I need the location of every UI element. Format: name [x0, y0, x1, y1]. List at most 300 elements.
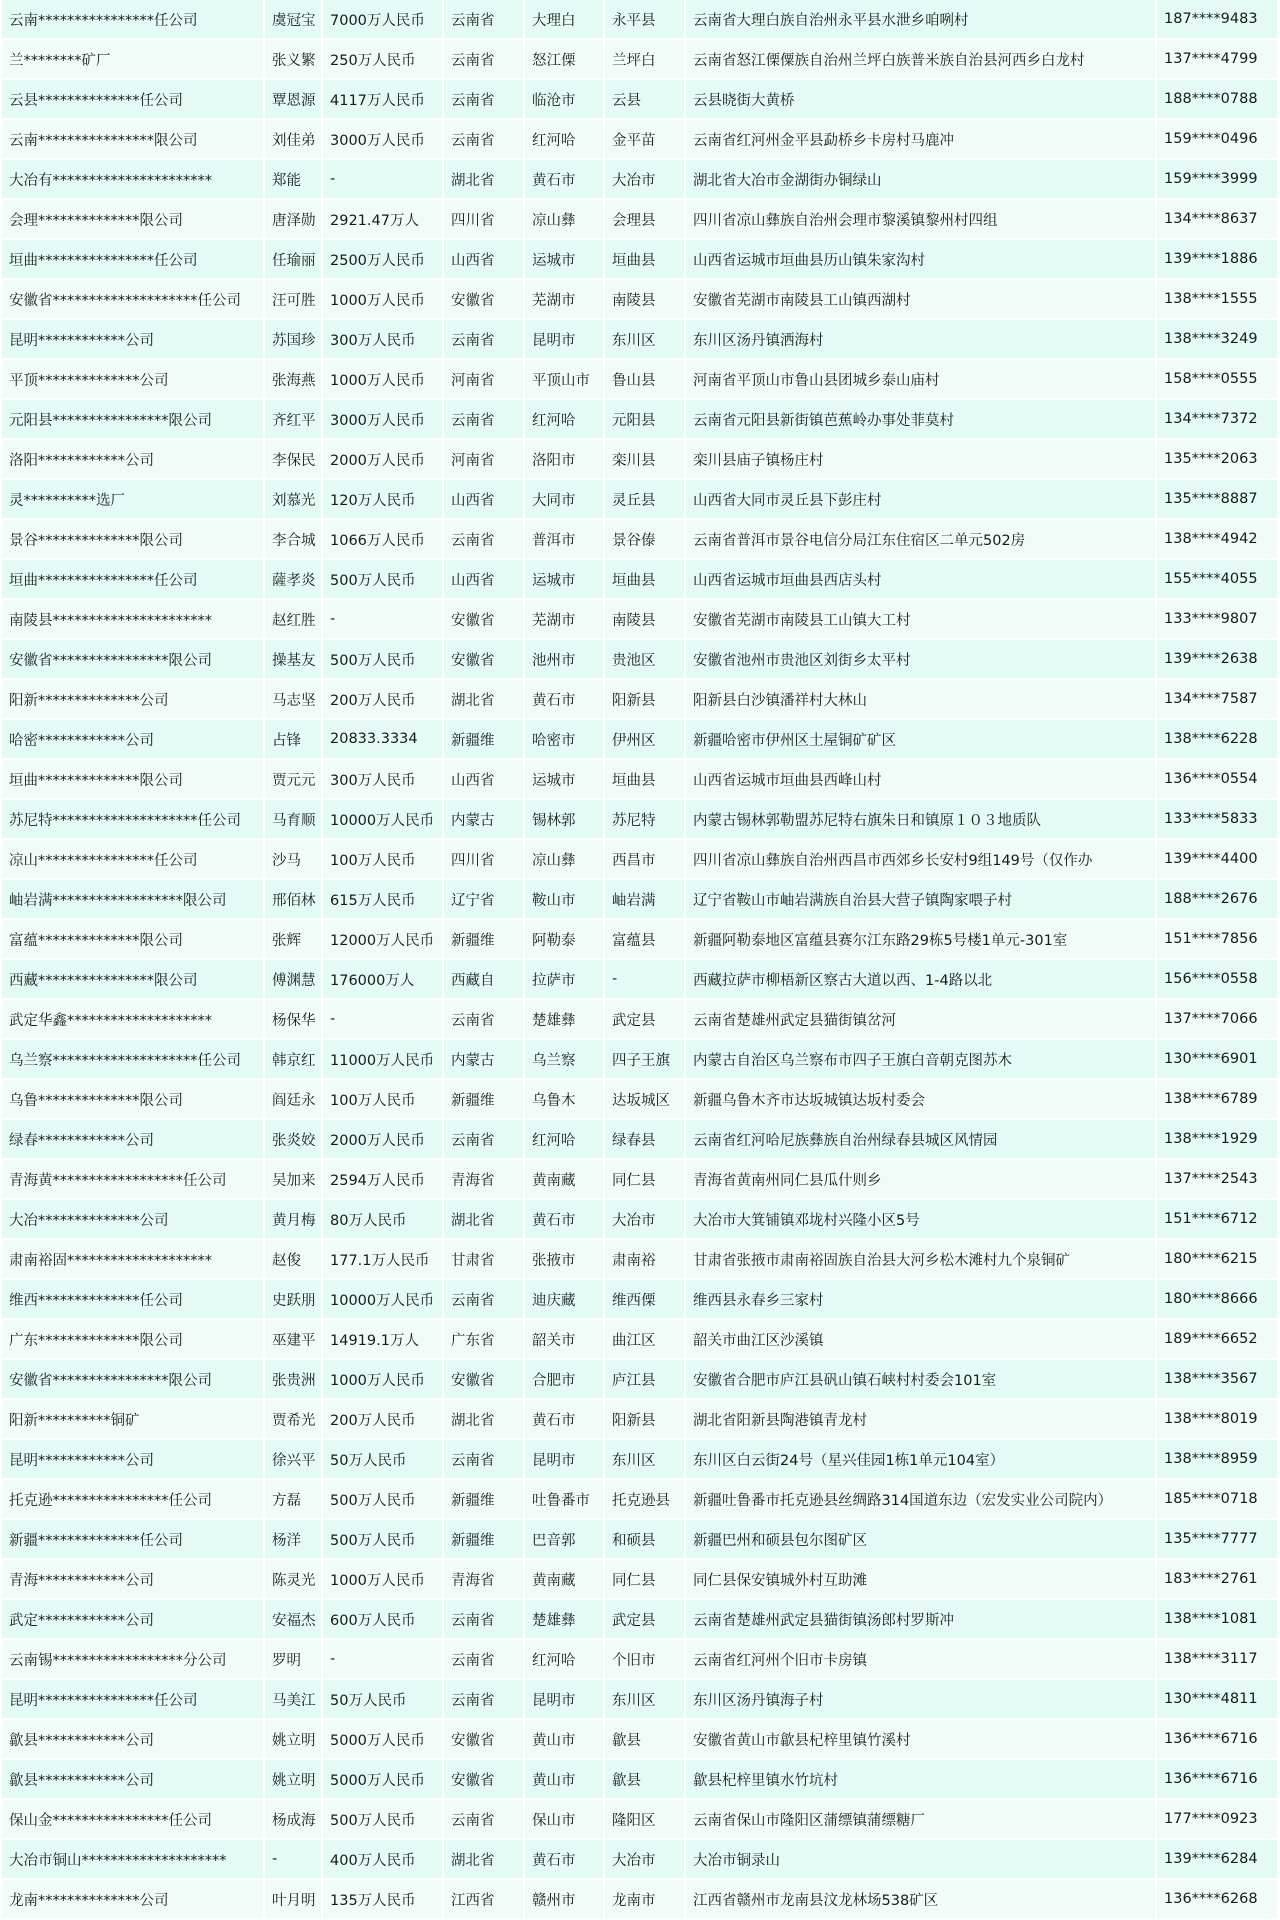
phone-cell: 130****4811: [1156, 1679, 1278, 1719]
phone-cell: 133****9807: [1156, 599, 1278, 639]
registered-capital-cell: 135万人民币: [322, 1879, 443, 1919]
registered-capital-cell: 1066万人民币: [322, 519, 443, 559]
legal-person-cell: 张贵洲: [264, 1359, 322, 1399]
city-cell: 怒江傈: [524, 39, 604, 79]
phone-cell: 151****7856: [1156, 919, 1278, 959]
company-name-cell: 苏尼特********************任公司: [2, 799, 264, 839]
table-row: [2, 439, 1278, 479]
city-cell: 赣州市: [524, 1879, 604, 1919]
table-row: [2, 1759, 1278, 1799]
table-row: [2, 999, 1278, 1039]
legal-person-cell: 占锋: [264, 719, 322, 759]
table-row: [2, 1439, 1278, 1479]
legal-person-cell: 陈灵光: [264, 1559, 322, 1599]
legal-person-cell: 邢佰林: [264, 879, 322, 919]
county-cell: 永平县: [604, 0, 685, 39]
address-cell: 栾川县庙子镇杨庄村: [685, 439, 1156, 479]
county-cell: -: [604, 959, 685, 999]
legal-person-cell: 姚立明: [264, 1759, 322, 1799]
address-cell: 新疆乌鲁木齐市达坂城镇达坂村委会: [685, 1079, 1156, 1119]
registered-capital-cell: 1000万人民币: [322, 1559, 443, 1599]
province-cell: 云南省: [443, 0, 524, 39]
address-cell: 维西县永春乡三家村: [685, 1279, 1156, 1319]
province-cell: 云南省: [443, 1639, 524, 1679]
phone-cell: 136****6716: [1156, 1719, 1278, 1759]
province-cell: 湖北省: [443, 1399, 524, 1439]
province-cell: 山西省: [443, 559, 524, 599]
city-cell: 芜湖市: [524, 599, 604, 639]
registered-capital-cell: 177.1万人民币: [322, 1239, 443, 1279]
county-cell: 苏尼特: [604, 799, 685, 839]
table-row: [2, 1319, 1278, 1359]
table-body: [2, 0, 1278, 1919]
phone-cell: 185****0718: [1156, 1479, 1278, 1519]
address-cell: 安徽省黄山市歙县杞梓里镇竹溪村: [685, 1719, 1156, 1759]
phone-cell: 137****2543: [1156, 1159, 1278, 1199]
county-cell: 龙南市: [604, 1879, 685, 1919]
county-cell: 歙县: [604, 1759, 685, 1799]
city-cell: 大同市: [524, 479, 604, 519]
company-name-cell: 灵**********选厂: [2, 479, 264, 519]
phone-cell: 130****6901: [1156, 1039, 1278, 1079]
legal-person-cell: 罗明: [264, 1639, 322, 1679]
city-cell: 池州市: [524, 639, 604, 679]
city-cell: 吐鲁番市: [524, 1479, 604, 1519]
county-cell: 武定县: [604, 999, 685, 1039]
registered-capital-cell: 200万人民币: [322, 679, 443, 719]
company-name-cell: 垣曲****************任公司: [2, 239, 264, 279]
county-cell: 贵池区: [604, 639, 685, 679]
address-cell: 云南省元阳县新街镇芭蕉岭办事处菲莫村: [685, 399, 1156, 439]
phone-cell: 138****3567: [1156, 1359, 1278, 1399]
county-cell: 会理县: [604, 199, 685, 239]
registered-capital-cell: 5000万人民币: [322, 1719, 443, 1759]
registered-capital-cell: 100万人民币: [322, 839, 443, 879]
province-cell: 云南省: [443, 1679, 524, 1719]
province-cell: 四川省: [443, 199, 524, 239]
table-row: [2, 1599, 1278, 1639]
company-name-cell: 保山金****************任公司: [2, 1799, 264, 1839]
phone-cell: 183****2761: [1156, 1559, 1278, 1599]
legal-person-cell: 张海燕: [264, 359, 322, 399]
table-row: [2, 159, 1278, 199]
address-cell: 东川区汤丹镇海子村: [685, 1679, 1156, 1719]
company-name-cell: 哈密************公司: [2, 719, 264, 759]
phone-cell: 138****8019: [1156, 1399, 1278, 1439]
city-cell: 黄石市: [524, 1839, 604, 1879]
registered-capital-cell: 2594万人民币: [322, 1159, 443, 1199]
address-cell: 云南省怒江傈僳族自治州兰坪白族普米族自治县河西乡白龙村: [685, 39, 1156, 79]
phone-cell: 134****8637: [1156, 199, 1278, 239]
legal-person-cell: 张义繁: [264, 39, 322, 79]
legal-person-cell: 杨保华: [264, 999, 322, 1039]
company-name-cell: 洛阳************公司: [2, 439, 264, 479]
company-name-cell: 云南锡******************分公司: [2, 1639, 264, 1679]
registered-capital-cell: 300万人民币: [322, 759, 443, 799]
registered-capital-cell: -: [322, 1639, 443, 1679]
phone-cell: 177****0923: [1156, 1799, 1278, 1839]
legal-person-cell: 史跃朋: [264, 1279, 322, 1319]
registered-capital-cell: 500万人民币: [322, 1799, 443, 1839]
registered-capital-cell: 1000万人民币: [322, 1359, 443, 1399]
registered-capital-cell: 176000万人: [322, 959, 443, 999]
city-cell: 洛阳市: [524, 439, 604, 479]
city-cell: 昆明市: [524, 1439, 604, 1479]
legal-person-cell: 徐兴平: [264, 1439, 322, 1479]
province-cell: 新疆维: [443, 1519, 524, 1559]
city-cell: 张掖市: [524, 1239, 604, 1279]
table-row: [2, 879, 1278, 919]
phone-cell: 159****0496: [1156, 119, 1278, 159]
company-name-cell: 阳新**********铜矿: [2, 1399, 264, 1439]
city-cell: 临沧市: [524, 79, 604, 119]
address-cell: 歙县杞梓里镇水竹坑村: [685, 1759, 1156, 1799]
province-cell: 西藏自: [443, 959, 524, 999]
province-cell: 云南省: [443, 79, 524, 119]
table-row: [2, 279, 1278, 319]
address-cell: 云县晓街大黄桥: [685, 79, 1156, 119]
company-name-cell: 富蕴**************限公司: [2, 919, 264, 959]
city-cell: 拉萨市: [524, 959, 604, 999]
city-cell: 黄山市: [524, 1719, 604, 1759]
province-cell: 辽宁省: [443, 879, 524, 919]
legal-person-cell: 汪可胜: [264, 279, 322, 319]
registered-capital-cell: 500万人民币: [322, 1519, 443, 1559]
province-cell: 新疆维: [443, 1079, 524, 1119]
registered-capital-cell: 500万人民币: [322, 639, 443, 679]
address-cell: 安徽省芜湖市南陵县工山镇大工村: [685, 599, 1156, 639]
address-cell: 四川省凉山彝族自治州西昌市西郊乡长安村9组149号（仅作办: [685, 839, 1156, 879]
city-cell: 运城市: [524, 759, 604, 799]
address-cell: 安徽省池州市贵池区刘街乡太平村: [685, 639, 1156, 679]
phone-cell: 137****4799: [1156, 39, 1278, 79]
legal-person-cell: 叶月明: [264, 1879, 322, 1919]
address-cell: 新疆吐鲁番市托克逊县丝绸路314国道东边（宏发实业公司院内）: [685, 1479, 1156, 1519]
legal-person-cell: 覃恩源: [264, 79, 322, 119]
legal-person-cell: 薩孝炎: [264, 559, 322, 599]
legal-person-cell: 操基友: [264, 639, 322, 679]
city-cell: 昆明市: [524, 1679, 604, 1719]
city-cell: 乌兰察: [524, 1039, 604, 1079]
county-cell: 维西傈: [604, 1279, 685, 1319]
province-cell: 内蒙古: [443, 1039, 524, 1079]
company-name-cell: 歙县************公司: [2, 1719, 264, 1759]
address-cell: 山西省大同市灵丘县下彭庄村: [685, 479, 1156, 519]
county-cell: 金平苗: [604, 119, 685, 159]
company-name-cell: 龙南**************公司: [2, 1879, 264, 1919]
county-cell: 庐江县: [604, 1359, 685, 1399]
phone-cell: 138****6789: [1156, 1079, 1278, 1119]
address-cell: 湖北省大冶市金湖街办铜绿山: [685, 159, 1156, 199]
county-cell: 垣曲县: [604, 759, 685, 799]
company-name-cell: 武定华鑫********************: [2, 999, 264, 1039]
address-cell: 甘肃省张掖市肃南裕固族自治县大河乡松木滩村九个泉铜矿: [685, 1239, 1156, 1279]
registered-capital-cell: 1000万人民币: [322, 279, 443, 319]
phone-cell: 159****3999: [1156, 159, 1278, 199]
table-row: [2, 719, 1278, 759]
table-row: [2, 1399, 1278, 1439]
city-cell: 运城市: [524, 239, 604, 279]
province-cell: 青海省: [443, 1159, 524, 1199]
table-row: [2, 639, 1278, 679]
city-cell: 保山市: [524, 1799, 604, 1839]
company-name-cell: 垣曲****************任公司: [2, 559, 264, 599]
table-row: [2, 959, 1278, 999]
county-cell: 元阳县: [604, 399, 685, 439]
registered-capital-cell: -: [322, 599, 443, 639]
legal-person-cell: 方磊: [264, 1479, 322, 1519]
phone-cell: 134****7587: [1156, 679, 1278, 719]
registered-capital-cell: 80万人民币: [322, 1199, 443, 1239]
company-name-cell: 南陵县**********************: [2, 599, 264, 639]
address-cell: 青海省黄南州同仁县瓜什则乡: [685, 1159, 1156, 1199]
phone-cell: 188****2676: [1156, 879, 1278, 919]
phone-cell: 151****6712: [1156, 1199, 1278, 1239]
address-cell: 新疆阿勒泰地区富蕴县赛尔江东路29栋5号楼1单元-301室: [685, 919, 1156, 959]
city-cell: 合肥市: [524, 1359, 604, 1399]
registered-capital-cell: -: [322, 159, 443, 199]
table-row: [2, 759, 1278, 799]
registered-capital-cell: 10000万人民币: [322, 1279, 443, 1319]
legal-person-cell: 沙马: [264, 839, 322, 879]
province-cell: 四川省: [443, 839, 524, 879]
registered-capital-cell: 500万人民币: [322, 559, 443, 599]
county-cell: 景谷傣: [604, 519, 685, 559]
province-cell: 湖北省: [443, 159, 524, 199]
county-cell: 垣曲县: [604, 559, 685, 599]
address-cell: 辽宁省鞍山市岫岩满族自治县大营子镇陶家喂子村: [685, 879, 1156, 919]
legal-person-cell: 阎廷永: [264, 1079, 322, 1119]
legal-person-cell: -: [264, 1839, 322, 1879]
legal-person-cell: 张炎姣: [264, 1119, 322, 1159]
province-cell: 安徽省: [443, 599, 524, 639]
table-row: [2, 1799, 1278, 1839]
city-cell: 黄南藏: [524, 1559, 604, 1599]
province-cell: 山西省: [443, 239, 524, 279]
registered-capital-cell: 50万人民币: [322, 1439, 443, 1479]
company-name-cell: 乌兰察********************任公司: [2, 1039, 264, 1079]
county-cell: 伊州区: [604, 719, 685, 759]
province-cell: 云南省: [443, 119, 524, 159]
address-cell: 云南省红河哈尼族彝族自治州绿春县城区风情园: [685, 1119, 1156, 1159]
county-cell: 东川区: [604, 319, 685, 359]
phone-cell: 156****0558: [1156, 959, 1278, 999]
phone-cell: 136****0554: [1156, 759, 1278, 799]
city-cell: 哈密市: [524, 719, 604, 759]
province-cell: 安徽省: [443, 279, 524, 319]
province-cell: 安徽省: [443, 1719, 524, 1759]
province-cell: 云南省: [443, 1439, 524, 1479]
legal-person-cell: 李合城: [264, 519, 322, 559]
address-cell: 山西省运城市垣曲县西峰山村: [685, 759, 1156, 799]
legal-person-cell: 杨洋: [264, 1519, 322, 1559]
table-row: [2, 119, 1278, 159]
county-cell: 曲江区: [604, 1319, 685, 1359]
city-cell: 黄石市: [524, 679, 604, 719]
phone-cell: 138****8959: [1156, 1439, 1278, 1479]
phone-cell: 187****9483: [1156, 0, 1278, 39]
company-name-cell: 安徽省****************限公司: [2, 639, 264, 679]
table-row: [2, 1119, 1278, 1159]
registered-capital-cell: 600万人民币: [322, 1599, 443, 1639]
province-cell: 青海省: [443, 1559, 524, 1599]
registered-capital-cell: 400万人民币: [322, 1839, 443, 1879]
company-name-cell: 托克逊****************任公司: [2, 1479, 264, 1519]
legal-person-cell: 马美江: [264, 1679, 322, 1719]
registered-capital-cell: 12000万人民币: [322, 919, 443, 959]
registered-capital-cell: 14919.1万人: [322, 1319, 443, 1359]
province-cell: 内蒙古: [443, 799, 524, 839]
address-cell: 西藏拉萨市柳梧新区察古大道以西、1-4路以北: [685, 959, 1156, 999]
registered-capital-cell: 100万人民币: [322, 1079, 443, 1119]
county-cell: 东川区: [604, 1679, 685, 1719]
city-cell: 芜湖市: [524, 279, 604, 319]
phone-cell: 180****6215: [1156, 1239, 1278, 1279]
province-cell: 云南省: [443, 1119, 524, 1159]
company-name-cell: 新疆**************任公司: [2, 1519, 264, 1559]
province-cell: 湖北省: [443, 1199, 524, 1239]
province-cell: 云南省: [443, 1279, 524, 1319]
county-cell: 栾川县: [604, 439, 685, 479]
table-row: [2, 1039, 1278, 1079]
address-cell: 内蒙古锡林郭勒盟苏尼特右旗朱日和镇原１０３地质队: [685, 799, 1156, 839]
company-table: [2, 0, 1279, 1920]
city-cell: 红河哈: [524, 399, 604, 439]
legal-person-cell: 贾元元: [264, 759, 322, 799]
phone-cell: 139****2638: [1156, 639, 1278, 679]
company-name-cell: 广东**************限公司: [2, 1319, 264, 1359]
address-cell: 云南省大理白族自治州永平县水泄乡咱咧村: [685, 0, 1156, 39]
city-cell: 韶关市: [524, 1319, 604, 1359]
table-row: [2, 1359, 1278, 1399]
province-cell: 湖北省: [443, 1839, 524, 1879]
table-row: [2, 919, 1278, 959]
city-cell: 楚雄彝: [524, 1599, 604, 1639]
table-row: [2, 839, 1278, 879]
phone-cell: 180****8666: [1156, 1279, 1278, 1319]
county-cell: 兰坪白: [604, 39, 685, 79]
table-row: [2, 359, 1278, 399]
legal-person-cell: 虞冠宝: [264, 0, 322, 39]
registered-capital-cell: 50万人民币: [322, 1679, 443, 1719]
address-cell: 云南省红河州个旧市卡房镇: [685, 1639, 1156, 1679]
company-name-cell: 垣曲**************限公司: [2, 759, 264, 799]
legal-person-cell: 苏国珍: [264, 319, 322, 359]
province-cell: 河南省: [443, 359, 524, 399]
company-name-cell: 维西**************任公司: [2, 1279, 264, 1319]
phone-cell: 139****4400: [1156, 839, 1278, 879]
province-cell: 云南省: [443, 519, 524, 559]
company-name-cell: 凉山****************任公司: [2, 839, 264, 879]
legal-person-cell: 刘慕光: [264, 479, 322, 519]
registered-capital-cell: 2500万人民币: [322, 239, 443, 279]
company-name-cell: 兰********矿厂: [2, 39, 264, 79]
legal-person-cell: 安福杰: [264, 1599, 322, 1639]
county-cell: 肃南裕: [604, 1239, 685, 1279]
province-cell: 云南省: [443, 399, 524, 439]
phone-cell: 135****2063: [1156, 439, 1278, 479]
company-name-cell: 云县**************任公司: [2, 79, 264, 119]
table-row: [2, 1879, 1278, 1919]
registered-capital-cell: 500万人民币: [322, 1479, 443, 1519]
phone-cell: 133****5833: [1156, 799, 1278, 839]
legal-person-cell: 黄月梅: [264, 1199, 322, 1239]
phone-cell: 137****7066: [1156, 999, 1278, 1039]
legal-person-cell: 杨成海: [264, 1799, 322, 1839]
address-cell: 东川区白云街24号（星兴佳园1栋1单元104室）: [685, 1439, 1156, 1479]
table-row: [2, 559, 1278, 599]
registered-capital-cell: 2921.47万人: [322, 199, 443, 239]
county-cell: 达坂城区: [604, 1079, 685, 1119]
company-name-cell: 安徽省********************任公司: [2, 279, 264, 319]
phone-cell: 138****4942: [1156, 519, 1278, 559]
registered-capital-cell: 7000万人民币: [322, 0, 443, 39]
city-cell: 鞍山市: [524, 879, 604, 919]
legal-person-cell: 郑能: [264, 159, 322, 199]
county-cell: 鲁山县: [604, 359, 685, 399]
legal-person-cell: 巫建平: [264, 1319, 322, 1359]
phone-cell: 134****7372: [1156, 399, 1278, 439]
phone-cell: 138****6228: [1156, 719, 1278, 759]
legal-person-cell: 赵俊: [264, 1239, 322, 1279]
province-cell: 新疆维: [443, 919, 524, 959]
phone-cell: 135****7777: [1156, 1519, 1278, 1559]
company-name-cell: 昆明****************任公司: [2, 1679, 264, 1719]
table-row: [2, 1279, 1278, 1319]
address-cell: 山西省运城市垣曲县西店头村: [685, 559, 1156, 599]
address-cell: 云南省普洱市景谷电信分局江东住宿区二单元502房: [685, 519, 1156, 559]
company-name-cell: 大冶有**********************: [2, 159, 264, 199]
phone-cell: 138****3117: [1156, 1639, 1278, 1679]
address-cell: 四川省凉山彝族自治州会理市黎溪镇黎州村四组: [685, 199, 1156, 239]
city-cell: 平顶山市: [524, 359, 604, 399]
phone-cell: 188****0788: [1156, 79, 1278, 119]
city-cell: 巴音郭: [524, 1519, 604, 1559]
phone-cell: 138****3249: [1156, 319, 1278, 359]
county-cell: 垣曲县: [604, 239, 685, 279]
city-cell: 黄山市: [524, 1759, 604, 1799]
legal-person-cell: 任瑜丽: [264, 239, 322, 279]
city-cell: 锡林郭: [524, 799, 604, 839]
registered-capital-cell: 250万人民币: [322, 39, 443, 79]
registered-capital-cell: 11000万人民币: [322, 1039, 443, 1079]
address-cell: 内蒙古自治区乌兰察布市四子王旗白音朝克图苏木: [685, 1039, 1156, 1079]
phone-cell: 136****6716: [1156, 1759, 1278, 1799]
legal-person-cell: 齐红平: [264, 399, 322, 439]
city-cell: 普洱市: [524, 519, 604, 559]
address-cell: 新疆哈密市伊州区土屋铜矿矿区: [685, 719, 1156, 759]
table-row: [2, 399, 1278, 439]
county-cell: 大冶市: [604, 159, 685, 199]
company-name-cell: 元阳县****************限公司: [2, 399, 264, 439]
county-cell: 隆阳区: [604, 1799, 685, 1839]
address-cell: 云南省红河州金平县勐桥乡卡房村马鹿冲: [685, 119, 1156, 159]
company-name-cell: 景谷**************限公司: [2, 519, 264, 559]
county-cell: 绿春县: [604, 1119, 685, 1159]
county-cell: 和硕县: [604, 1519, 685, 1559]
phone-cell: 139****1886: [1156, 239, 1278, 279]
phone-cell: 138****1081: [1156, 1599, 1278, 1639]
city-cell: 红河哈: [524, 1119, 604, 1159]
county-cell: 富蕴县: [604, 919, 685, 959]
phone-cell: 138****1555: [1156, 279, 1278, 319]
table-row: [2, 519, 1278, 559]
table-row: [2, 39, 1278, 79]
company-name-cell: 青海黄******************任公司: [2, 1159, 264, 1199]
legal-person-cell: 刘佳弟: [264, 119, 322, 159]
province-cell: 云南省: [443, 999, 524, 1039]
county-cell: 阳新县: [604, 1399, 685, 1439]
